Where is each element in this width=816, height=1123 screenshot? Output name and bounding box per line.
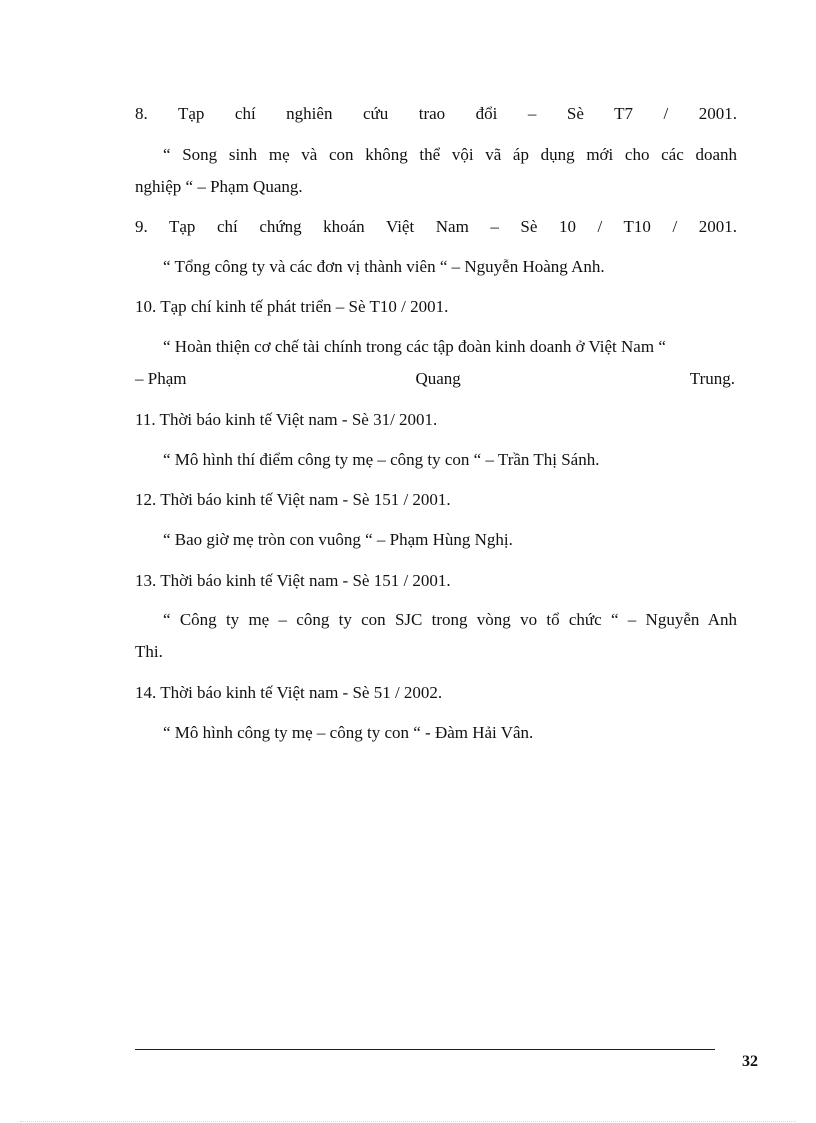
- reference-10-citation: [135, 331, 737, 395]
- reference-10-citation-line-2: [135, 363, 737, 395]
- reference-10-author-part-2: Quang: [415, 369, 461, 388]
- reference-8-citation: [135, 139, 737, 203]
- reference-12-heading: 12. Thời báo kinh tế Việt nam - Sè 151 / 2001.: [135, 490, 451, 509]
- reference-8-heading: 8. Tạp chí nghiên cứu trao đổi – Sè T7 / 2001.: [135, 104, 737, 123]
- reference-14-heading: 14. Thời báo kinh tế Việt nam - Sè 51 / 2002.: [135, 683, 443, 702]
- page-number: 32: [742, 1053, 758, 1070]
- reference-10-author-part-1: – Phạm: [135, 369, 187, 388]
- reference-12-citation: [135, 524, 737, 556]
- reference-13-citation: [135, 604, 737, 668]
- page-bottom-border: [20, 1121, 796, 1122]
- footer-rule: [135, 1049, 715, 1050]
- reference-11-citation-line-1: “ Mô hình thí điểm công ty mẹ – công ty con “ – Trần Thị Sánh.: [163, 450, 600, 469]
- reference-13-citation-line-2: Thi.: [135, 642, 163, 661]
- reference-11-heading: 11. Thời báo kinh tế Việt nam - Sè 31/ 2001.: [135, 410, 438, 429]
- reference-9-citation: [135, 251, 737, 283]
- reference-11-citation: [135, 444, 737, 476]
- reference-13-heading: 13. Thời báo kinh tế Việt nam - Sè 151 / 2001.: [135, 571, 451, 590]
- reference-12-citation-line-1: “ Bao giờ mẹ tròn con vuông “ – Phạm Hùng Nghị.: [163, 530, 513, 549]
- reference-8-citation-line-1: “ Song sinh mẹ và con không thể vội vã áp dụng mới cho các doanh: [163, 145, 737, 164]
- reference-13-citation-line-1: “ Công ty mẹ – công ty con SJC trong vòng vo tổ chức “ – Nguyễn Anh: [163, 610, 737, 629]
- reference-9-citation-line-1: “ Tổng công ty và các đơn vị thành viên “ – Nguyễn Hoàng Anh.: [163, 257, 605, 276]
- reference-9-heading: 9. Tạp chí chứng khoán Việt Nam – Sè 10 / T10 / 2001.: [135, 217, 737, 236]
- reference-10-author-part-3: Trung.: [689, 369, 735, 388]
- reference-10-heading: 10. Tạp chí kinh tế phát triển – Sè T10 / 2001.: [135, 297, 449, 316]
- reference-14-citation: [135, 717, 737, 749]
- reference-14-citation-line-1: “ Mô hình công ty mẹ – công ty con “ - Đàm Hải Vân.: [163, 723, 534, 742]
- reference-10-citation-line-1: “ Hoàn thiện cơ chế tài chính trong các tập đoàn kinh doanh ở Việt Nam “: [163, 337, 666, 356]
- reference-8-citation-line-2: nghiệp “ – Phạm Quang.: [135, 177, 303, 196]
